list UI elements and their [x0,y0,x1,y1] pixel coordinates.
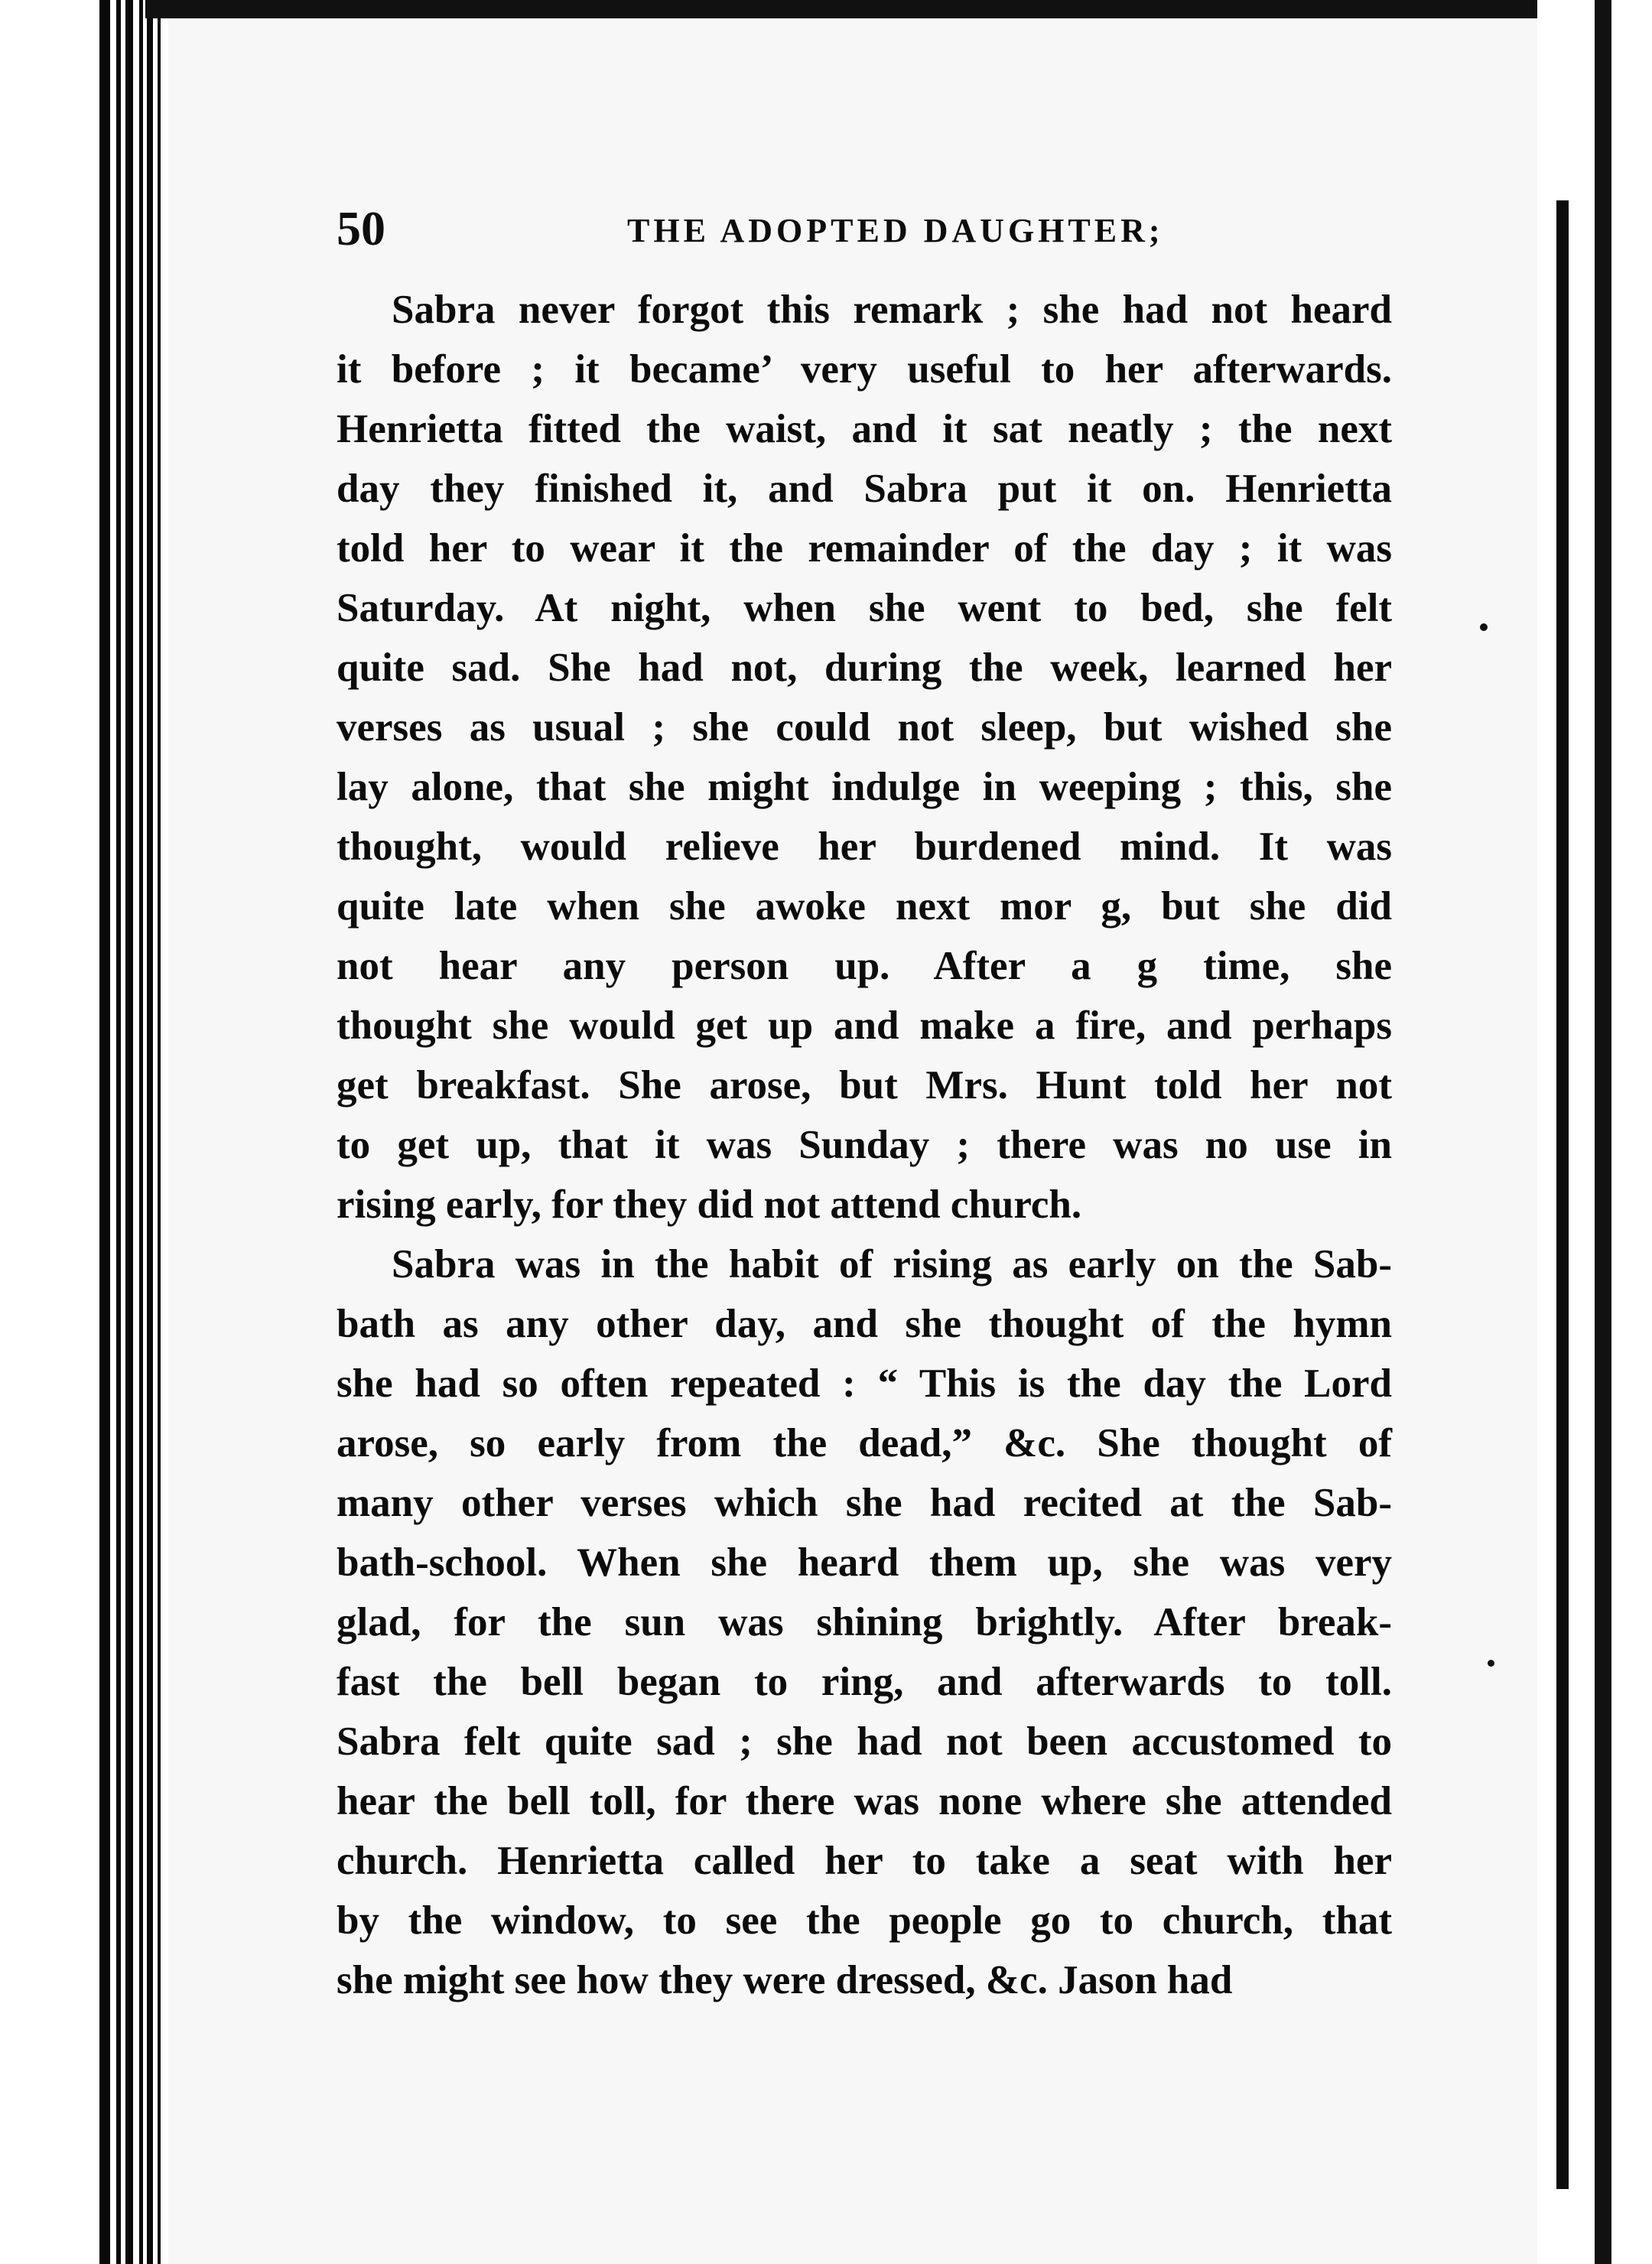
body-text [337,280,1392,2010]
print-speck [1480,623,1488,631]
text-line: to get up, that it was Sunday ; there was no use in [337,1123,1392,1167]
text-line: rising early, for they did not attend church. [337,1182,1082,1227]
print-speck [1488,1660,1494,1667]
page-header [337,200,1384,262]
text-line: quite sad. She had not, during the week, learned her [337,646,1392,690]
text-line: verses as usual ; she could not sleep, but wished she [337,705,1392,750]
page-edge-line [158,0,161,2264]
text-line: thought, would relieve her burdened mind. It was [337,825,1392,869]
text-line: by the window, to see the people go to church, that [337,1898,1392,1943]
text-line: Henrietta fitted the waist, and it sat neatly ; the next [337,407,1392,451]
page-number: 50 [337,201,385,255]
text-line: bath-school. When she heard them up, she was very [337,1540,1392,1585]
text-line: glad, for the sun was shining brightly. After break- [337,1600,1392,1644]
text-line: she had so often repeated : “ This is the day the Lord [337,1361,1392,1406]
text-line: Sabra felt quite sad ; she had not been accustomed to [337,1719,1392,1764]
top-border [145,0,1576,18]
paragraph-1 [337,280,1392,1234]
paragraph-2 [337,1234,1392,2010]
text-line: told her to wear it the remainder of the day ; it was [337,526,1392,571]
text-line: fast the bell began to ring, and afterwards to toll. [337,1660,1392,1704]
page-edge-line [116,0,121,2264]
text-line: thought she would get up and make a fire, and perhaps [337,1004,1392,1048]
gutter-shadow-line [1556,200,1569,2189]
text-line: church. Henrietta called her to take a seat with her [337,1839,1392,1883]
page-edge-line [99,0,110,2264]
text-line: not hear any person up. After a g time, she [337,944,1392,988]
text-line: hear the bell toll, for there was none where she attended [337,1779,1392,1823]
running-head: THE ADOPTED DAUGHTER; [627,212,1164,249]
text-line: Sabra never forgot this remark ; she had not heard [392,288,1392,332]
page-edge-line [147,0,153,2264]
text-line: arose, so early from the dead,” &c. She thought of [337,1421,1392,1465]
text-line: she might see how they were dressed, &c. Jason had [337,1958,1233,2002]
text-line: Sabra was in the habit of rising as early on the Sab- [392,1242,1392,1287]
text-line: bath as any other day, and she thought of the hymn [337,1302,1392,1346]
page-edge-line [139,0,143,2264]
text-line: Saturday. At night, when she went to bed, she felt [337,586,1392,630]
text-line: lay alone, that she might indulge in weeping ; this, she [337,765,1392,809]
text-line: quite late when she awoke next mor g, but she did [337,884,1392,929]
page-edge-line [125,0,133,2264]
text-line: get breakfast. She arose, but Mrs. Hunt told her not [337,1063,1392,1108]
text-line: it before ; it became’ very useful to her afterwards. [337,347,1392,392]
adjacent-page-edge [1595,0,1611,2264]
text-line: many other verses which she had recited at the Sab- [337,1481,1392,1525]
text-line: day they finished it, and Sabra put it on. Henrietta [337,467,1392,511]
